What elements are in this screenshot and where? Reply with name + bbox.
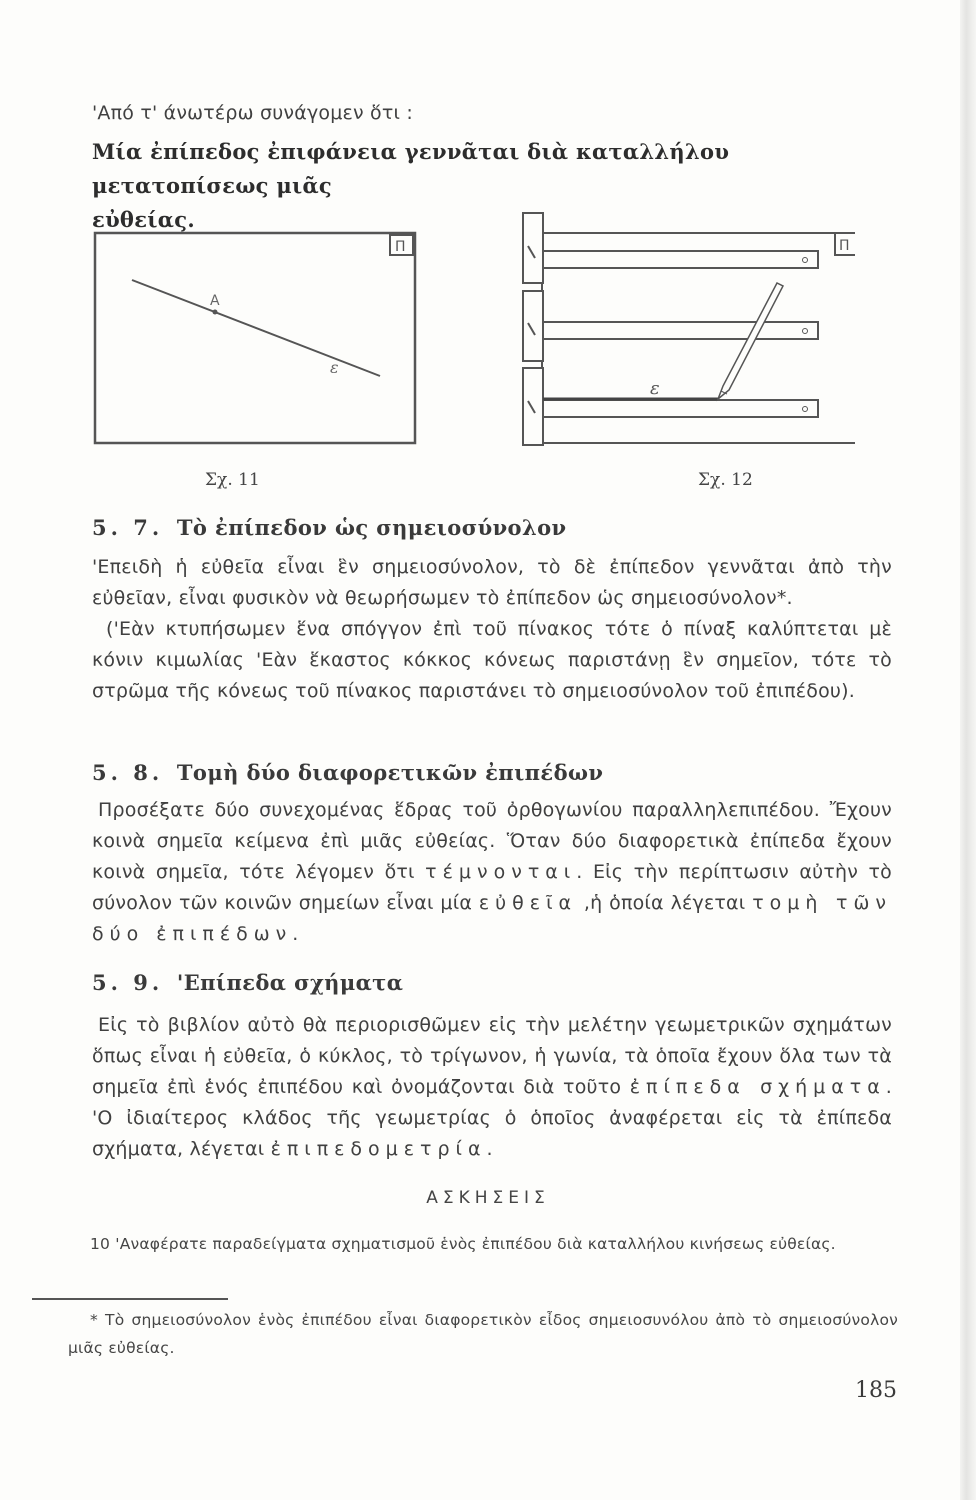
- exercise-list: [68, 1230, 898, 1258]
- section-5-7-body: [92, 552, 892, 707]
- page-edge: [960, 0, 976, 1500]
- ruler-drawing-diagram: [515, 208, 855, 448]
- figure-12-caption: Σχ. 12: [698, 470, 753, 490]
- section-number: 5. 8.: [92, 760, 164, 785]
- plane-label: Π: [839, 238, 850, 254]
- section-title: Τὸ ἐπίπεδον ὡς σημειοσύνολον: [176, 515, 567, 540]
- text-run: ,ἡ ὁποία λέγεται: [577, 892, 753, 914]
- footnote: [68, 1306, 898, 1362]
- emphasized-term: τομὴ τῶν δύο ἐπιπέδων: [92, 892, 893, 945]
- line-label: ε: [330, 358, 339, 377]
- text-run: . Εἰς τὴν περίπτωσιν αὐτὴν τὸ σύνολον τῶν κοινῶν σημείων εἶναι μία: [92, 861, 893, 914]
- section-5-9-heading: [92, 970, 403, 995]
- exercise-text: 'Αναφέρατε παραδείγματα σχηματισμοῦ ἑνὸς ἐπιπέδου διὰ καταλλήλου κινήσεως εὐθείας.: [115, 1235, 836, 1253]
- section-number: 5. 7.: [92, 515, 164, 540]
- plane-label: Π: [395, 239, 406, 255]
- text-run: Προσέξατε δύο συνεχομένας ἕδρας τοῦ ὀρθογωνίου παραλληλεπιπέδου. Ἔχουν κοινὰ σημεῖα κείμενα ἐπὶ μιᾶς εὐθείας. Ὅταν δύο διαφορετικὰ ἐπίπεδα ἔχουν κοινὰ σημεῖα, τότε λέγομεν ὅτι: [92, 799, 892, 883]
- section-5-7-heading: [92, 515, 566, 540]
- emphasized-term: τέμνονται: [425, 861, 577, 883]
- text-run: Εἰς τὸ βιβλίον αὐτὸ θὰ περιορισθῶμεν εἰς τὴν μελέτην γεωμετρικῶν σχημάτων ὅπως εἶναι ἡ εὐθεῖα, ὁ κύκλος, τὸ τρίγωνον, ἡ γωνία, τὰ ὁποῖα ἔχουν ὅλα των τὰ σημεῖα ἐπὶ ἑνός ἐπιπέδου καὶ ὀνομάζονται διὰ τοῦτο: [92, 1014, 892, 1098]
- emphasized-term: ἐπιπεδομετρία: [270, 1138, 487, 1160]
- emphasized-term: ἐπίπεδα σχήματα: [629, 1076, 886, 1098]
- text-run: .: [292, 923, 299, 945]
- line-label: ε: [650, 378, 660, 399]
- section-title: 'Επίπεδα σχήματα: [176, 970, 404, 995]
- text-run: .: [486, 1138, 493, 1160]
- paragraph: ('Εὰν κτυπήσωμεν ἕνα σπόγγον ἐπὶ τοῦ πίνακος τότε ὁ πίναξ καλύπτεται μὲ κόνιν κιμωλίας 'Εὰν ἕκαστος κόκκος κόνεως παριστάνῃ ἓν σημεῖον, τότε τὸ στρῶμα τῆς κόνεως τοῦ πίνακος παριστάνει τὸ σημειοσύνολον τοῦ ἐπιπέδου).: [92, 618, 892, 702]
- section-5-9-body: [92, 1010, 892, 1165]
- figure-12: [515, 208, 855, 452]
- point-label: Α: [210, 293, 220, 309]
- paragraph: [92, 795, 892, 950]
- text-run: . 'Ο ἰδιαίτερος κλάδος τῆς γεωμετρίας ὁ ὁποῖος ἀναφέρεται εἰς τὰ ἐπίπεδα σχήματα, λέγεται: [92, 1076, 893, 1160]
- paragraph: 'Επειδὴ ἡ εὐθεῖα εἶναι ἓν σημειοσύνολον, τὸ δὲ ἐπίπεδον γεννᾶται ἀπὸ τὴν εὐθεῖαν, εἶναι φυσικὸν νὰ θεωρήσωμεν τὸ ἐπίπεδον ὡς σημειοσύνολον*.: [92, 556, 892, 609]
- emphasized-term: εὐθεῖα: [478, 892, 578, 914]
- plane-with-line-diagram: [90, 228, 420, 448]
- exercises-title: ΑΣΚΗΣΕΙΣ: [426, 1188, 550, 1208]
- footnote-divider: [32, 1298, 228, 1300]
- exercise-number: 10: [90, 1235, 111, 1253]
- intro-line: 'Από τ' άνωτέρω συνάγομεν ὅτι :: [92, 102, 413, 124]
- paragraph: [92, 1010, 892, 1165]
- theorem-line-1: Μία ἐπίπεδος ἐπιφάνεια γεννᾶται διὰ καταλλήλου μετατοπίσεως μιᾶς: [92, 139, 730, 198]
- theorem-line-2: εὐθείας.: [92, 207, 195, 232]
- section-title: Τομὴ δύο διαφορετικῶν ἐπιπέδων: [176, 760, 604, 785]
- figure-11: [90, 228, 420, 452]
- section-5-8-body: [92, 795, 892, 950]
- exercise-item: [68, 1230, 898, 1258]
- footnote-text: * Τὸ σημειοσύνολον ἑνὸς ἐπιπέδου εἶναι διαφορετικὸν εἶδος σημειοσυνόλου ἀπὸ τὸ σημειοσύνολον μιᾶς εὐθείας.: [68, 1311, 898, 1357]
- figure-11-caption: Σχ. 11: [205, 470, 260, 490]
- section-number: 5. 9.: [92, 970, 164, 995]
- page-number: 185: [855, 1378, 897, 1403]
- section-5-8-heading: [92, 760, 603, 785]
